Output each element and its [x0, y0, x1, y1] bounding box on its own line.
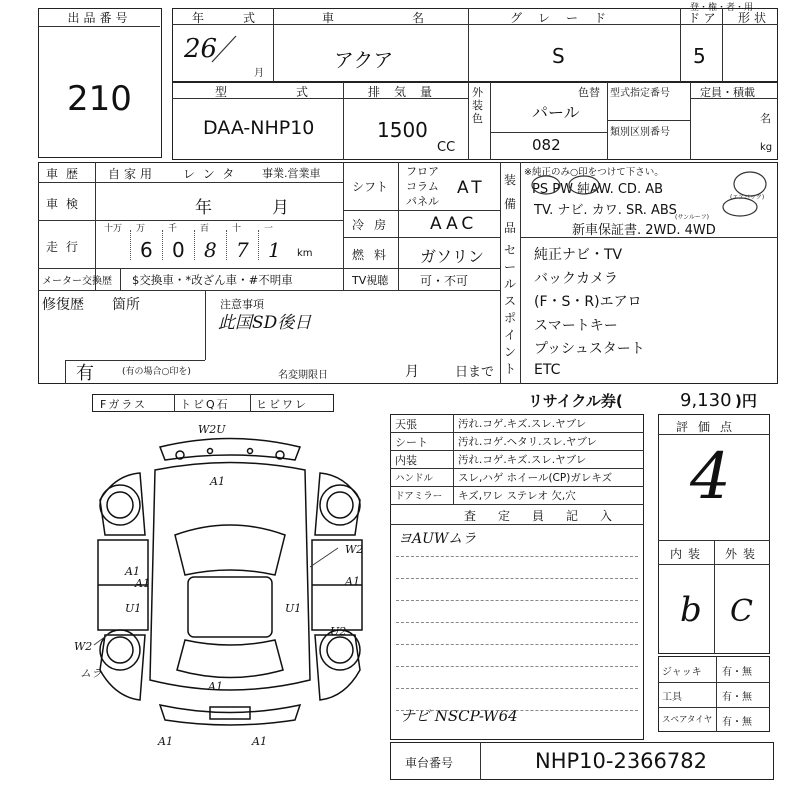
- interior-row-label: シート: [395, 436, 428, 449]
- mileage-digit-label: 百: [200, 224, 210, 234]
- interior-row-options: 汚れ.コゲ.キズ.スレ.ヤブレ: [458, 418, 587, 430]
- name-change-month: 月: [405, 364, 419, 380]
- shift-option: フロア: [406, 165, 439, 178]
- fuel-label: 燃料: [352, 248, 397, 262]
- mileage-digit-label: 十: [232, 224, 242, 234]
- color-no-value: 082: [532, 136, 561, 154]
- recycle-amount: 9,130: [680, 390, 732, 411]
- inspector-label: 査定員記入: [464, 509, 635, 523]
- recycle-label: リサイクル券(: [528, 392, 623, 410]
- displacement-value: 1500: [377, 118, 428, 142]
- mileage-digit-label: 十万: [104, 224, 123, 234]
- interior-row-label: ハンドル: [395, 473, 434, 484]
- sales-point-item: バックカメラ: [534, 270, 618, 287]
- tool-label: 工具: [662, 692, 682, 703]
- ownership-text: 登・権・者・用: [690, 3, 754, 13]
- mark-a1-hood: A1: [210, 475, 225, 488]
- color-label: 外装色: [472, 86, 483, 125]
- mileage-digit: 6: [140, 238, 153, 262]
- model-label-2: 式: [296, 85, 309, 99]
- class-label: 類別区別番号: [610, 127, 670, 138]
- history-label: 車歴: [46, 167, 87, 181]
- mileage-digit-label: 一: [264, 224, 274, 234]
- score-exterior: C: [730, 594, 753, 629]
- year-label-2: 式: [243, 11, 256, 25]
- color-change-label: 色替: [578, 86, 600, 99]
- mileage-unit: km: [297, 248, 313, 259]
- notes-label: 注意事項: [220, 298, 264, 311]
- sales-points-label: セールスポイント: [504, 243, 517, 376]
- glass-option: トビQ石: [180, 398, 230, 411]
- equipment-note: ※純正のみ○印をつけて下さい。: [524, 167, 664, 178]
- lot-label: 出品番号: [39, 9, 160, 27]
- cc-unit: CC: [437, 140, 456, 155]
- name-change-label: 名変期限日: [278, 370, 328, 381]
- score-interior: b: [680, 590, 702, 630]
- history-private: 自家用: [108, 167, 157, 181]
- tool-label: ジャッキ: [662, 667, 702, 678]
- fuel-value: ガソリン: [420, 247, 485, 266]
- model-label: 型: [215, 85, 228, 99]
- chassis-label: 車台番号: [405, 756, 454, 770]
- interior-row-label: 内装: [395, 454, 417, 467]
- repair-label: 修復歴: [42, 297, 84, 313]
- mark-a1-trunk: A1: [208, 680, 223, 693]
- mileage-digit: 0: [172, 238, 185, 262]
- color-value: パール: [532, 103, 580, 122]
- repair-note: (有の場合○印を): [122, 367, 191, 377]
- month-label: 月: [254, 68, 264, 79]
- history-rental: レンタ: [183, 167, 243, 181]
- shift-value: AT: [457, 178, 486, 198]
- year-value: 26: [184, 34, 218, 64]
- shift-label: シフト: [352, 180, 389, 194]
- repair-value: 有: [76, 363, 94, 384]
- tool-value: 有・無: [722, 667, 752, 678]
- capacity-unit-kg: kg: [760, 142, 773, 153]
- mark-w2-left: W2: [74, 640, 93, 653]
- doors-value: 5: [693, 44, 706, 68]
- sales-point-item: プッシュスタート: [534, 341, 645, 357]
- meter-options: $交換車・*改ざん車・#不明車: [132, 273, 293, 287]
- shape-label: 形状: [738, 11, 771, 25]
- equipment-circles: [520, 162, 778, 237]
- ac-label: 冷房: [352, 218, 397, 232]
- mark-u1-right: U1: [285, 602, 302, 615]
- year-slash: [208, 34, 238, 64]
- glass-option: ヒビワレ: [256, 398, 308, 411]
- mileage-digit-label: 万: [136, 224, 146, 234]
- inspector-line-1: ヨAUWムラ: [398, 531, 477, 547]
- mark-a1-right-door: A1: [345, 575, 360, 588]
- equipment-row-3: 新車保証書. 2WD. 4WD: [572, 223, 716, 238]
- repair-label-2: 箇所: [112, 297, 140, 313]
- inspection-month: 月: [272, 198, 289, 218]
- tv-label: TV視聴: [352, 274, 389, 287]
- mark-w2-right: W2: [345, 543, 364, 556]
- meter-label: メーター交換歴: [42, 276, 112, 287]
- sales-point-item: (F・S・R)エアロ: [534, 294, 642, 310]
- interior-row-options: スレ,ハゲ ホイール(CP)ガレキズ: [458, 472, 613, 484]
- tv-value: 可・不可: [420, 274, 469, 288]
- score-label: 評価点: [676, 420, 743, 434]
- doors-label: ドア: [688, 11, 720, 25]
- name-label: 車: [322, 11, 335, 25]
- score-interior-label: 内装: [670, 547, 707, 561]
- interior-row-options: キズ,ワレ ステレオ 欠,穴: [458, 490, 576, 502]
- mileage-digit: 1: [268, 238, 281, 262]
- sales-point-item: スマートキー: [534, 317, 618, 334]
- recycle-unit: )円: [735, 392, 757, 410]
- mark-a1-left: A1: [135, 577, 150, 590]
- score-overall: 4: [690, 440, 731, 514]
- interior-row-label: ドアミラー: [395, 491, 443, 502]
- mileage-digit: 7: [236, 238, 249, 262]
- tool-label: スペアタイヤ: [662, 715, 713, 725]
- mark-u2: U2: [330, 625, 347, 638]
- equipment-sub-2: (サンルーフ): [675, 214, 709, 221]
- equipment-row-2: TV. ナビ. カワ. SR. ABS: [534, 203, 677, 218]
- tool-value: 有・無: [722, 717, 752, 728]
- mark-u1-left: U1: [125, 602, 142, 615]
- lot-number: 210: [67, 79, 132, 119]
- name-change-day: 日まで: [455, 365, 495, 380]
- glass-option: Fガラス: [100, 398, 147, 411]
- capacity-label: 定員・積載: [700, 86, 755, 99]
- tool-value: 有・無: [722, 692, 752, 703]
- grade-value: S: [552, 44, 565, 68]
- equipment-row-1: PS PW 純AW. CD. AB: [532, 182, 664, 197]
- mileage-label: 走行: [46, 240, 87, 254]
- sales-point-item: ETC: [534, 361, 561, 378]
- car-name: アクア: [334, 48, 394, 72]
- ac-value: AAC: [430, 214, 478, 234]
- name-label-2: 名: [412, 11, 425, 25]
- year-label: 年: [192, 11, 205, 25]
- inspection-label: 車検: [46, 197, 87, 211]
- interior-row-options: 汚れ.コゲ.ヘタリ.スレ.ヤブレ: [458, 436, 597, 448]
- history-business: 事業.営業車: [262, 167, 321, 180]
- inspector-line-2: ナビ NSCP-W64: [400, 707, 518, 725]
- interior-row-label: 天張: [395, 418, 417, 431]
- chassis-number: NHP10-2366782: [535, 749, 707, 773]
- capacity-unit-persons: 名: [760, 112, 771, 125]
- interior-row-options: 汚れ.コゲ.キズ.スレ.ヤブレ: [458, 454, 587, 466]
- car-diagram: [74, 415, 380, 750]
- equipment-sub-1: (エアバック): [730, 194, 765, 201]
- mileage-digit-label: 千: [168, 224, 178, 234]
- mark-a1-bottom-left: A1: [158, 735, 173, 748]
- mark-a1-bottom-right: A1: [252, 735, 267, 748]
- type-approval-label: 型式指定番号: [610, 88, 670, 99]
- notes-handwritten: 此国SD後日: [218, 313, 312, 333]
- score-exterior-label: 外装: [725, 547, 762, 561]
- model-value: DAA-NHP10: [203, 117, 315, 139]
- lot-box: [38, 8, 162, 158]
- sales-point-item: 純正ナビ・TV: [534, 247, 623, 263]
- equipment-label: 装備品: [504, 173, 517, 235]
- shift-option: コラム: [406, 180, 439, 193]
- displacement-label: 排気量: [368, 85, 447, 99]
- mark-mura: ムラ: [80, 667, 102, 680]
- shift-option: パネル: [406, 195, 439, 208]
- grade-label: グレード: [510, 11, 623, 25]
- mark-w2u: W2U: [198, 423, 226, 436]
- mileage-digit: 8: [204, 238, 217, 262]
- mark-a1-left-door: A1: [125, 565, 140, 578]
- inspection-year: 年: [195, 198, 212, 218]
